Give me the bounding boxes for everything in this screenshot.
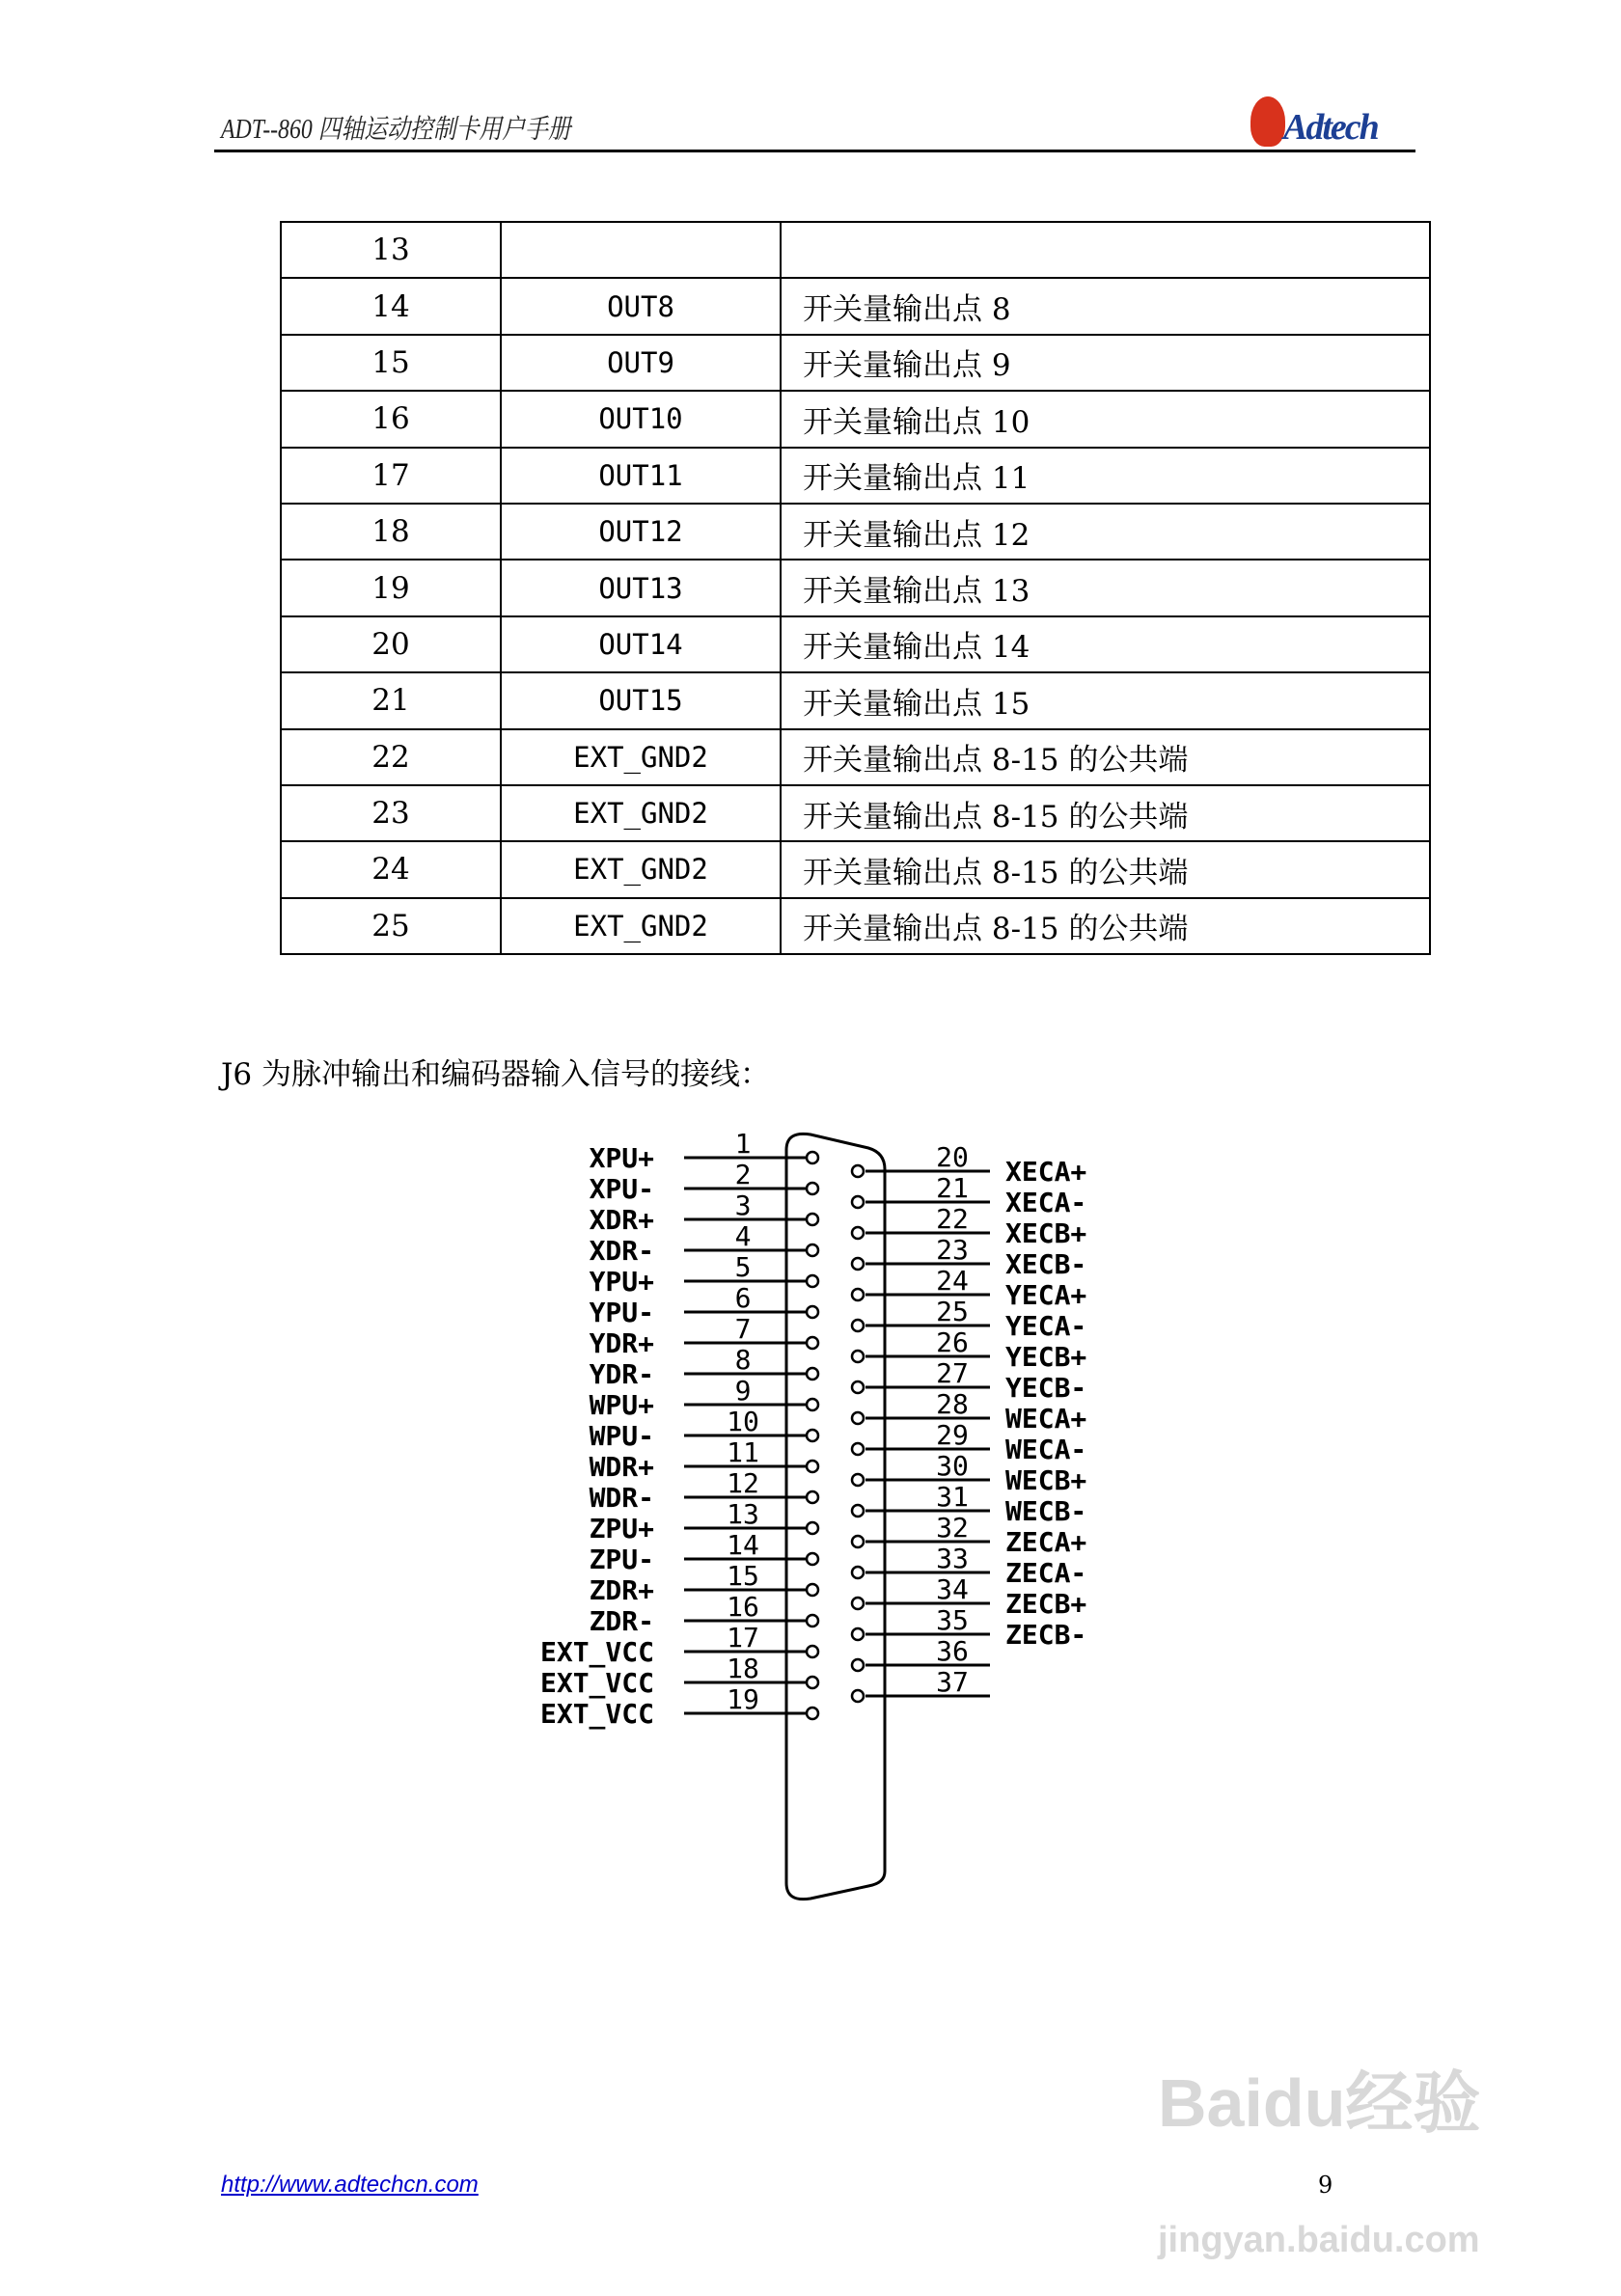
pin-number-cell: 18: [281, 504, 501, 560]
signal-label: ZECA-: [1005, 1557, 1087, 1589]
pin-contact: [807, 1615, 818, 1626]
signal-label: EXT_VCC: [539, 1667, 654, 1699]
description-cell: 开关量输出点 13: [781, 560, 1430, 615]
pin-contact: [807, 1306, 818, 1318]
signal-label: XPU-: [589, 1173, 654, 1205]
pin-contact: [807, 1337, 818, 1349]
pin-contact: [807, 1430, 818, 1441]
signal-label: YDR+: [589, 1327, 654, 1359]
watermark-logo: Baidu经验: [1158, 2065, 1481, 2141]
pin-contact: [852, 1567, 864, 1578]
pin-contact: [852, 1628, 864, 1640]
pin-contact: [807, 1275, 818, 1287]
description-cell: 开关量输出点 9: [781, 335, 1430, 391]
signal-name-cell: OUT15: [501, 672, 781, 728]
pin-number: 31: [936, 1481, 969, 1513]
pin-contact: [852, 1536, 864, 1547]
signal-label: YPU+: [589, 1266, 654, 1298]
signal-label: ZDR+: [589, 1574, 654, 1606]
signal-name-cell: OUT13: [501, 560, 781, 615]
pin-contact: [852, 1227, 864, 1239]
pin-number: 13: [727, 1498, 759, 1530]
pin-number: 36: [936, 1635, 969, 1667]
description-cell: 开关量输出点 12: [781, 504, 1430, 560]
signal-label: XDR-: [589, 1235, 654, 1267]
pin-number: 16: [727, 1591, 759, 1623]
signal-label: YECA-: [1005, 1310, 1087, 1342]
pin-number: 29: [936, 1419, 969, 1451]
description-cell: 开关量输出点 8-15 的公共端: [781, 729, 1430, 785]
pin-number-cell: 21: [281, 672, 501, 728]
signal-label: XDR+: [589, 1204, 654, 1236]
pin-number: 10: [727, 1406, 759, 1437]
pin-contact: [807, 1461, 818, 1472]
pin-contact: [852, 1381, 864, 1393]
pin-contact: [807, 1677, 818, 1688]
pin-number: 17: [727, 1622, 759, 1654]
signal-label: ZDR-: [589, 1605, 654, 1637]
pin-contact: [807, 1183, 818, 1194]
pin-number-cell: 16: [281, 391, 501, 447]
signal-label: XECA+: [1005, 1156, 1087, 1188]
signal-label: WECA+: [1005, 1403, 1087, 1435]
header-title: ADT--860 四轴运动控制卡用户手册: [221, 115, 571, 145]
signal-label: WPU+: [589, 1389, 654, 1421]
signal-label: ZECB+: [1005, 1588, 1087, 1620]
pin-contact: [807, 1553, 818, 1565]
pin-number: 22: [936, 1203, 969, 1235]
page-number: 9: [1318, 2172, 1333, 2199]
signal-label: YECB-: [1005, 1372, 1087, 1404]
signal-label: XECB+: [1005, 1217, 1087, 1249]
pin-number: 1: [734, 1128, 752, 1160]
pin-number: 34: [936, 1573, 969, 1605]
pin-number: 6: [734, 1282, 752, 1314]
pin-contact: [807, 1491, 818, 1503]
pin-number: 33: [936, 1543, 969, 1574]
signal-name-cell: EXT_GND2: [501, 785, 781, 841]
pin-number: 27: [936, 1357, 969, 1389]
pin-contact: [852, 1690, 864, 1702]
pin-contact: [852, 1165, 864, 1177]
pin-number: 5: [734, 1251, 752, 1283]
pin-number-cell: 23: [281, 785, 501, 841]
signal-name-cell: OUT9: [501, 335, 781, 391]
description-cell: 开关量输出点 10: [781, 391, 1430, 447]
pin-number: 14: [727, 1529, 759, 1561]
pin-number: 15: [727, 1560, 759, 1592]
pin-contact: [852, 1289, 864, 1300]
signal-label: WECB-: [1005, 1495, 1087, 1527]
pin-number: 2: [734, 1159, 752, 1190]
signal-name-cell: OUT8: [501, 278, 781, 334]
pin-number: 3: [734, 1189, 752, 1221]
j6-intro-text: J6 为脉冲输出和编码器输入信号的接线：: [221, 1057, 771, 1092]
pin-number-cell: 22: [281, 729, 501, 785]
description-cell: 开关量输出点 8-15 的公共端: [781, 898, 1430, 954]
pin-contact: [807, 1646, 818, 1657]
pin-contact: [852, 1598, 864, 1609]
signal-label: XECB-: [1005, 1248, 1087, 1280]
pin-number: 37: [936, 1666, 969, 1698]
description-cell: 开关量输出点 8-15 的公共端: [781, 841, 1430, 897]
logo-text: Adtech: [1283, 107, 1378, 148]
signal-label: ZPU-: [589, 1544, 654, 1575]
footer-url-link[interactable]: http://www.adtechcn.com: [221, 2172, 479, 2198]
pin-number-cell: 20: [281, 616, 501, 672]
pin-contact: [852, 1351, 864, 1362]
signal-label: XPU+: [589, 1142, 654, 1174]
pin-contact: [852, 1258, 864, 1270]
pin-number: 11: [727, 1436, 759, 1468]
pin-contact: [852, 1474, 864, 1486]
signal-label: WECB+: [1005, 1464, 1087, 1496]
pin-number-cell: 19: [281, 560, 501, 615]
signal-label: WECA-: [1005, 1434, 1087, 1465]
signal-label: YECA+: [1005, 1279, 1087, 1311]
signal-name-cell: OUT10: [501, 391, 781, 447]
signal-name-cell: EXT_GND2: [501, 729, 781, 785]
signal-label: EXT_VCC: [539, 1636, 654, 1668]
signal-label: YDR-: [589, 1358, 654, 1390]
pin-number: 7: [734, 1313, 752, 1345]
pin-contact: [852, 1320, 864, 1331]
pin-number: 24: [936, 1265, 969, 1297]
signal-name-cell: OUT11: [501, 448, 781, 504]
pin-number: 8: [734, 1344, 752, 1376]
pin-number: 30: [936, 1450, 969, 1482]
signal-label: WDR+: [589, 1451, 654, 1483]
pin-number-cell: 13: [281, 222, 501, 278]
signal-label: WPU-: [589, 1420, 654, 1452]
pin-number-cell: 17: [281, 448, 501, 504]
description-cell: 开关量输出点 14: [781, 616, 1430, 672]
signal-name-cell: EXT_GND2: [501, 898, 781, 954]
pin-contact: [807, 1584, 818, 1596]
pin-contact: [807, 1214, 818, 1225]
pin-number: 23: [936, 1234, 969, 1266]
pin-contact: [852, 1412, 864, 1424]
signal-label: ZPU+: [589, 1513, 654, 1544]
connector-shell: [786, 1134, 885, 1899]
pin-number-cell: 24: [281, 841, 501, 897]
pin-number: 28: [936, 1388, 969, 1420]
pin-contact: [807, 1368, 818, 1380]
description-cell: 开关量输出点 8-15 的公共端: [781, 785, 1430, 841]
pin-number-cell: 14: [281, 278, 501, 334]
signal-label: YECB+: [1005, 1341, 1087, 1373]
signal-name-cell: EXT_GND2: [501, 841, 781, 897]
signal-label: WDR-: [589, 1482, 654, 1514]
pin-number-cell: 15: [281, 335, 501, 391]
description-cell: 开关量输出点 15: [781, 672, 1430, 728]
pin-number: 18: [727, 1653, 759, 1684]
pin-number: 25: [936, 1296, 969, 1327]
pin-number: 9: [734, 1375, 752, 1407]
pin-contact: [852, 1443, 864, 1455]
pin-contact: [807, 1522, 818, 1534]
description-cell: 开关量输出点 8: [781, 278, 1430, 334]
signal-name-cell: OUT14: [501, 616, 781, 672]
pin-contact: [807, 1152, 818, 1163]
pin-number: 21: [936, 1172, 969, 1204]
pin-contact: [852, 1196, 864, 1208]
pin-contact: [852, 1505, 864, 1517]
pin-number: 26: [936, 1326, 969, 1358]
watermark-url: jingyan.baidu.com: [1158, 2220, 1480, 2260]
pin-contact: [852, 1659, 864, 1671]
pin-contact: [807, 1244, 818, 1256]
pin-number: 19: [727, 1683, 759, 1715]
pin-number: 12: [727, 1467, 759, 1499]
signal-name-cell: OUT12: [501, 504, 781, 560]
pin-number: 20: [936, 1141, 969, 1173]
pin-contact: [807, 1399, 818, 1410]
signal-label: XECA-: [1005, 1187, 1087, 1218]
signal-label: ZECB-: [1005, 1619, 1087, 1651]
pin-number: 32: [936, 1512, 969, 1544]
pin-contact: [807, 1708, 818, 1719]
pin-number: 4: [734, 1220, 752, 1252]
pin-number: 35: [936, 1604, 969, 1636]
description-cell: 开关量输出点 11: [781, 448, 1430, 504]
pin-number-cell: 25: [281, 898, 501, 954]
signal-label: YPU-: [589, 1297, 654, 1328]
signal-label: EXT_VCC: [539, 1698, 654, 1730]
signal-label: ZECA+: [1005, 1526, 1087, 1558]
